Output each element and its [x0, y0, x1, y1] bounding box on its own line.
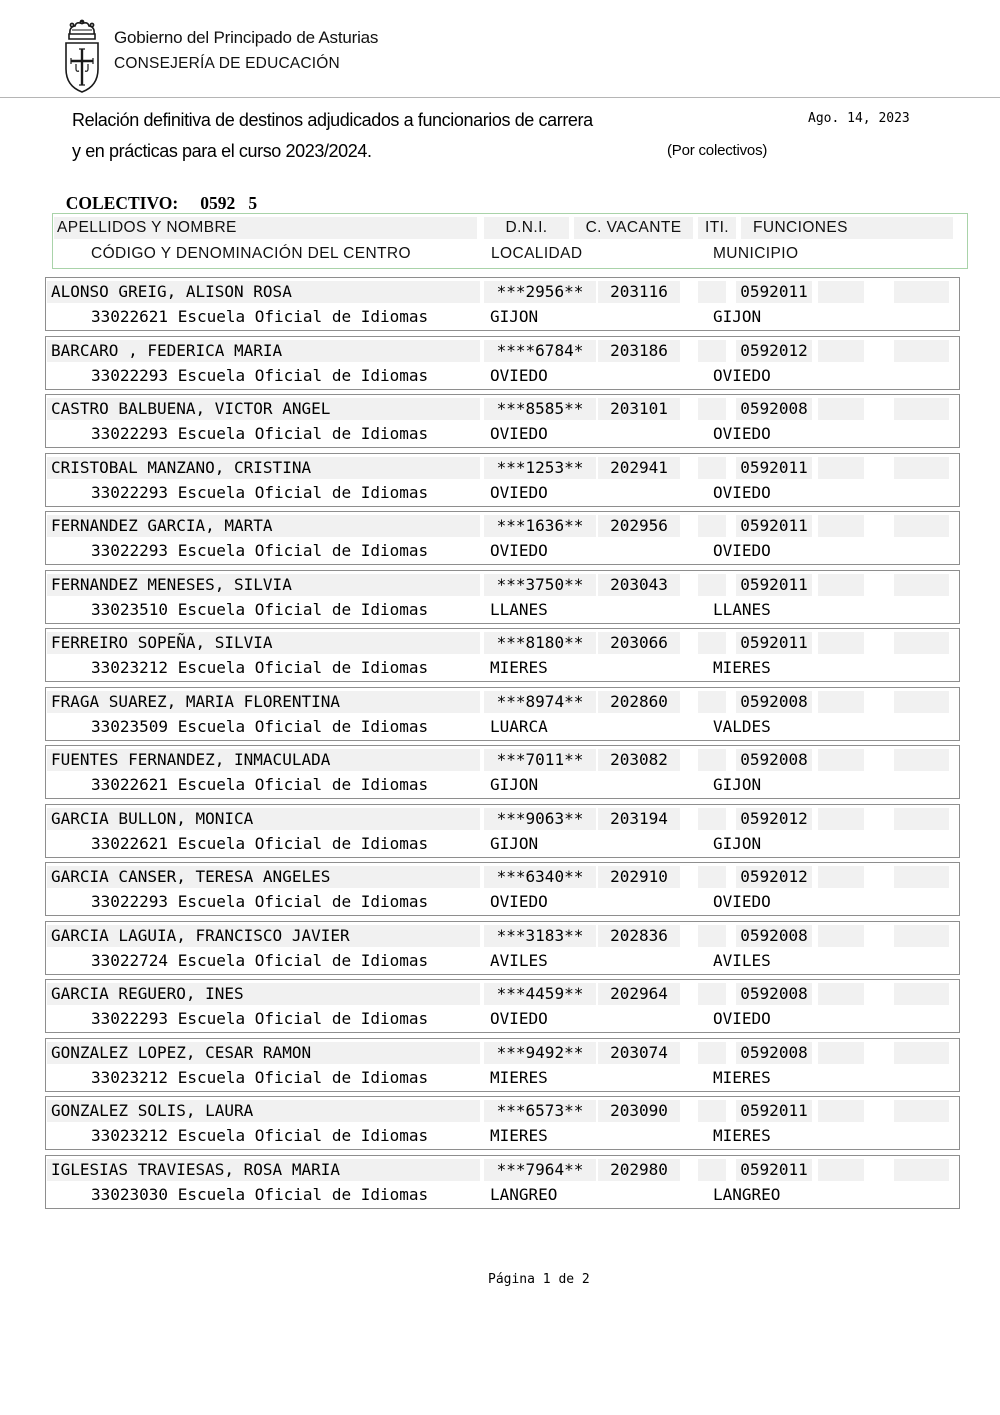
localidad-value: OVIEDO: [490, 892, 548, 911]
municipio-value: OVIEDO: [713, 892, 771, 911]
centro-name: 33023510 Escuela Oficial de Idiomas: [91, 599, 429, 619]
page-number: Página 1 de 2: [488, 1272, 590, 1287]
dni-value: ***1636**: [484, 515, 596, 537]
iti-cell: [698, 866, 726, 888]
localidad-value: OVIEDO: [490, 424, 548, 443]
localidad-value: GIJON: [490, 307, 539, 326]
funcion-extra-cell-2: [894, 574, 949, 596]
record-row: [45, 862, 960, 916]
vacante-code: 203090: [598, 1100, 680, 1122]
localidad-value: LUARCA: [490, 716, 548, 736]
person-name: ALONSO GREIG, ALISON ROSA: [47, 281, 480, 303]
funcion-code: 0592011: [736, 457, 812, 479]
municipio-value: OVIEDO: [713, 424, 771, 443]
person-name: GARCIA CANSER, TERESA ANGELES: [47, 866, 480, 888]
iti-cell: [698, 457, 726, 479]
document-date: Ago. 14, 2023: [808, 111, 910, 126]
funcion-extra-cell-1: [818, 340, 864, 362]
funcion-code: 0592011: [736, 1159, 812, 1181]
funcion-code: 0592012: [736, 866, 812, 888]
funcion-extra-cell-1: [818, 866, 864, 888]
document-title: [72, 105, 712, 167]
localidad-value: OVIEDO: [490, 365, 548, 385]
funcion-code: 0592011: [736, 281, 812, 303]
column-header-municipio: MUNICIPIO: [713, 245, 799, 262]
localidad-value: MIERES: [490, 1126, 548, 1145]
dni-value: ***6573**: [484, 1100, 596, 1122]
localidad-value: MIERES: [490, 1067, 548, 1087]
iti-cell: [698, 808, 726, 830]
funcion-extra-cell-2: [894, 925, 949, 947]
centro-name: 33023030 Escuela Oficial de Idiomas: [91, 1184, 429, 1204]
dni-value: ***1253**: [484, 457, 596, 479]
government-name: Gobierno del Principado de Asturias: [114, 28, 379, 47]
dni-value: ***6340**: [484, 866, 596, 888]
iti-cell: [698, 925, 726, 947]
iti-cell: [698, 1159, 726, 1181]
person-name: GONZALEZ SOLIS, LAURA: [47, 1100, 480, 1122]
dni-value: ***8974**: [484, 691, 596, 713]
person-name: FRAGA SUAREZ, MARIA FLORENTINA: [47, 691, 480, 713]
record-row: [45, 511, 960, 565]
column-header-funciones: FUNCIONES: [741, 217, 953, 239]
dni-value: ****6784*: [484, 340, 596, 362]
vacante-code: 203082: [598, 749, 680, 771]
funcion-code: 0592011: [736, 632, 812, 654]
funcion-extra-cell-1: [818, 1100, 864, 1122]
municipio-value: LLANES: [713, 599, 771, 619]
record-row: [45, 628, 960, 682]
funcion-extra-cell-1: [818, 808, 864, 830]
vacante-code: 203194: [598, 808, 680, 830]
centro-name: 33022621 Escuela Oficial de Idiomas: [91, 775, 429, 794]
funcion-extra-cell-2: [894, 1159, 949, 1181]
funcion-extra-cell-1: [818, 457, 864, 479]
funcion-extra-cell-1: [818, 632, 864, 654]
municipio-value: VALDES: [713, 716, 771, 736]
funcion-code: 0592012: [736, 808, 812, 830]
localidad-value: AVILES: [490, 950, 548, 970]
vacante-code: 203116: [598, 281, 680, 303]
funcion-code: 0592011: [736, 515, 812, 537]
vacante-code: 202964: [598, 983, 680, 1005]
person-name: GARCIA LAGUIA, FRANCISCO JAVIER: [47, 925, 480, 947]
dni-value: ***9063**: [484, 808, 596, 830]
municipio-value: OVIEDO: [713, 1009, 771, 1028]
centro-name: 33023212 Escuela Oficial de Idiomas: [91, 1126, 429, 1145]
record-row: [45, 453, 960, 507]
centro-name: 33022621 Escuela Oficial de Idiomas: [91, 307, 429, 326]
funcion-code: 0592008: [736, 925, 812, 947]
colectivo-label: COLECTIVO:: [65, 193, 179, 213]
person-name: GONZALEZ LOPEZ, CESAR RAMON: [47, 1042, 480, 1064]
funcion-extra-cell-1: [818, 398, 864, 420]
centro-name: 33022621 Escuela Oficial de Idiomas: [91, 833, 429, 853]
localidad-value: GIJON: [490, 775, 539, 794]
centro-name: 33022293 Escuela Oficial de Idiomas: [91, 365, 429, 385]
vacante-code: 202956: [598, 515, 680, 537]
funcion-extra-cell-1: [818, 574, 864, 596]
iti-cell: [698, 398, 726, 420]
column-header-dni: D.N.I.: [484, 217, 569, 239]
funcion-code: 0592011: [736, 1100, 812, 1122]
column-header-vacante: C. VACANTE: [574, 217, 693, 239]
centro-name: 33022724 Escuela Oficial de Idiomas: [91, 950, 429, 970]
iti-cell: [698, 281, 726, 303]
localidad-value: OVIEDO: [490, 541, 548, 560]
dni-value: ***7011**: [484, 749, 596, 771]
department-name: CONSEJERÍA DE EDUCACIÓN: [114, 55, 340, 72]
person-name: CASTRO BALBUENA, VICTOR ANGEL: [47, 398, 480, 420]
record-row: [45, 921, 960, 975]
municipio-value: GIJON: [713, 833, 762, 853]
funcion-extra-cell-2: [894, 457, 949, 479]
person-name: GARCIA BULLON, MONICA: [47, 808, 480, 830]
iti-cell: [698, 340, 726, 362]
vacante-code: 203186: [598, 340, 680, 362]
iti-cell: [698, 632, 726, 654]
iti-cell: [698, 1100, 726, 1122]
funcion-extra-cell-1: [818, 515, 864, 537]
iti-cell: [698, 574, 726, 596]
funcion-code: 0592012: [736, 340, 812, 362]
person-name: BARCARO , FEDERICA MARIA: [47, 340, 480, 362]
vacante-code: 202980: [598, 1159, 680, 1181]
document-title-line2: y en prácticas para el curso 2023/2024.: [72, 141, 372, 161]
colectivo-heading: [57, 172, 257, 214]
funcion-extra-cell-2: [894, 749, 949, 771]
document-subtitle: (Por colectivos): [667, 142, 768, 159]
iti-cell: [698, 691, 726, 713]
table-header: [52, 213, 968, 269]
dni-value: ***4459**: [484, 983, 596, 1005]
vacante-code: 202836: [598, 925, 680, 947]
record-row: [45, 570, 960, 624]
municipio-value: MIERES: [713, 1067, 771, 1087]
funcion-extra-cell-1: [818, 691, 864, 713]
municipio-value: LANGREO: [713, 1184, 781, 1204]
centro-name: 33023212 Escuela Oficial de Idiomas: [91, 1067, 429, 1087]
record-row: [45, 1038, 960, 1092]
localidad-value: MIERES: [490, 658, 548, 677]
funcion-extra-cell-1: [818, 925, 864, 947]
colectivo-value: 0592 5: [200, 193, 258, 213]
funcion-extra-cell-2: [894, 1042, 949, 1064]
municipio-value: MIERES: [713, 1126, 771, 1145]
person-name: GARCIA REGUERO, INES: [47, 983, 480, 1005]
funcion-code: 0592008: [736, 1042, 812, 1064]
iti-cell: [698, 1042, 726, 1064]
horizontal-divider: [0, 97, 1000, 98]
funcion-extra-cell-1: [818, 1042, 864, 1064]
vacante-code: 203074: [598, 1042, 680, 1064]
funcion-extra-cell-2: [894, 281, 949, 303]
municipio-value: AVILES: [713, 950, 771, 970]
centro-name: 33023212 Escuela Oficial de Idiomas: [91, 658, 429, 677]
dni-value: ***8180**: [484, 632, 596, 654]
record-row: [45, 687, 960, 741]
funcion-extra-cell-2: [894, 691, 949, 713]
funcion-extra-cell-2: [894, 1100, 949, 1122]
municipio-value: MIERES: [713, 658, 771, 677]
record-row: [45, 1155, 960, 1209]
column-header-iti: ITI.: [698, 217, 736, 239]
vacante-code: 202860: [598, 691, 680, 713]
iti-cell: [698, 749, 726, 771]
municipio-value: GIJON: [713, 307, 762, 326]
funcion-extra-cell-2: [894, 340, 949, 362]
asturias-coat-of-arms-logo: [55, 18, 109, 100]
column-header-localidad: LOCALIDAD: [491, 245, 583, 262]
localidad-value: LLANES: [490, 599, 548, 619]
column-header-centro: CÓDIGO Y DENOMINACIÓN DEL CENTRO: [91, 245, 411, 262]
funcion-extra-cell-2: [894, 398, 949, 420]
centro-name: 33022293 Escuela Oficial de Idiomas: [91, 1009, 429, 1028]
person-name: IGLESIAS TRAVIESAS, ROSA MARIA: [47, 1159, 480, 1181]
municipio-value: OVIEDO: [713, 541, 771, 560]
localidad-value: LANGREO: [490, 1184, 558, 1204]
localidad-value: OVIEDO: [490, 482, 548, 502]
record-row: [45, 745, 960, 799]
centro-name: 33022293 Escuela Oficial de Idiomas: [91, 892, 429, 911]
localidad-value: GIJON: [490, 833, 539, 853]
record-row: [45, 979, 960, 1033]
records-list: [45, 277, 960, 1213]
person-name: FUENTES FERNANDEZ, INMACULADA: [47, 749, 480, 771]
centro-name: 33023509 Escuela Oficial de Idiomas: [91, 716, 429, 736]
person-name: FERNANDEZ MENESES, SILVIA: [47, 574, 480, 596]
vacante-code: 202941: [598, 457, 680, 479]
funcion-extra-cell-1: [818, 281, 864, 303]
funcion-code: 0592008: [736, 749, 812, 771]
funcion-extra-cell-2: [894, 983, 949, 1005]
municipio-value: OVIEDO: [713, 482, 771, 502]
iti-cell: [698, 515, 726, 537]
funcion-code: 0592011: [736, 574, 812, 596]
record-row: [45, 277, 960, 331]
vacante-code: 203066: [598, 632, 680, 654]
dni-value: ***3750**: [484, 574, 596, 596]
centro-name: 33022293 Escuela Oficial de Idiomas: [91, 424, 429, 443]
funcion-code: 0592008: [736, 691, 812, 713]
dni-value: ***2956**: [484, 281, 596, 303]
funcion-extra-cell-2: [894, 808, 949, 830]
centro-name: 33022293 Escuela Oficial de Idiomas: [91, 482, 429, 502]
funcion-extra-cell-2: [894, 866, 949, 888]
vacante-code: 203043: [598, 574, 680, 596]
iti-cell: [698, 983, 726, 1005]
vacante-code: 202910: [598, 866, 680, 888]
person-name: CRISTOBAL MANZANO, CRISTINA: [47, 457, 480, 479]
funcion-code: 0592008: [736, 398, 812, 420]
dni-value: ***3183**: [484, 925, 596, 947]
record-row: [45, 1096, 960, 1150]
document-title-line1: Relación definitiva de destinos adjudicados a funcionarios de carrera: [72, 110, 593, 130]
funcion-extra-cell-1: [818, 983, 864, 1005]
dni-value: ***7964**: [484, 1159, 596, 1181]
centro-name: 33022293 Escuela Oficial de Idiomas: [91, 541, 429, 560]
funcion-code: 0592008: [736, 983, 812, 1005]
funcion-extra-cell-2: [894, 515, 949, 537]
record-row: [45, 394, 960, 448]
person-name: FERREIRO SOPEÑA, SILVIA: [47, 632, 480, 654]
funcion-extra-cell-2: [894, 632, 949, 654]
funcion-extra-cell-1: [818, 1159, 864, 1181]
funcion-extra-cell-1: [818, 749, 864, 771]
localidad-value: OVIEDO: [490, 1009, 548, 1028]
dni-value: ***9492**: [484, 1042, 596, 1064]
record-row: [45, 804, 960, 858]
vacante-code: 203101: [598, 398, 680, 420]
person-name: FERNANDEZ GARCIA, MARTA: [47, 515, 480, 537]
municipio-value: OVIEDO: [713, 365, 771, 385]
column-header-apellidos: APELLIDOS Y NOMBRE: [54, 217, 477, 239]
record-row: [45, 336, 960, 390]
dni-value: ***8585**: [484, 398, 596, 420]
municipio-value: GIJON: [713, 775, 762, 794]
